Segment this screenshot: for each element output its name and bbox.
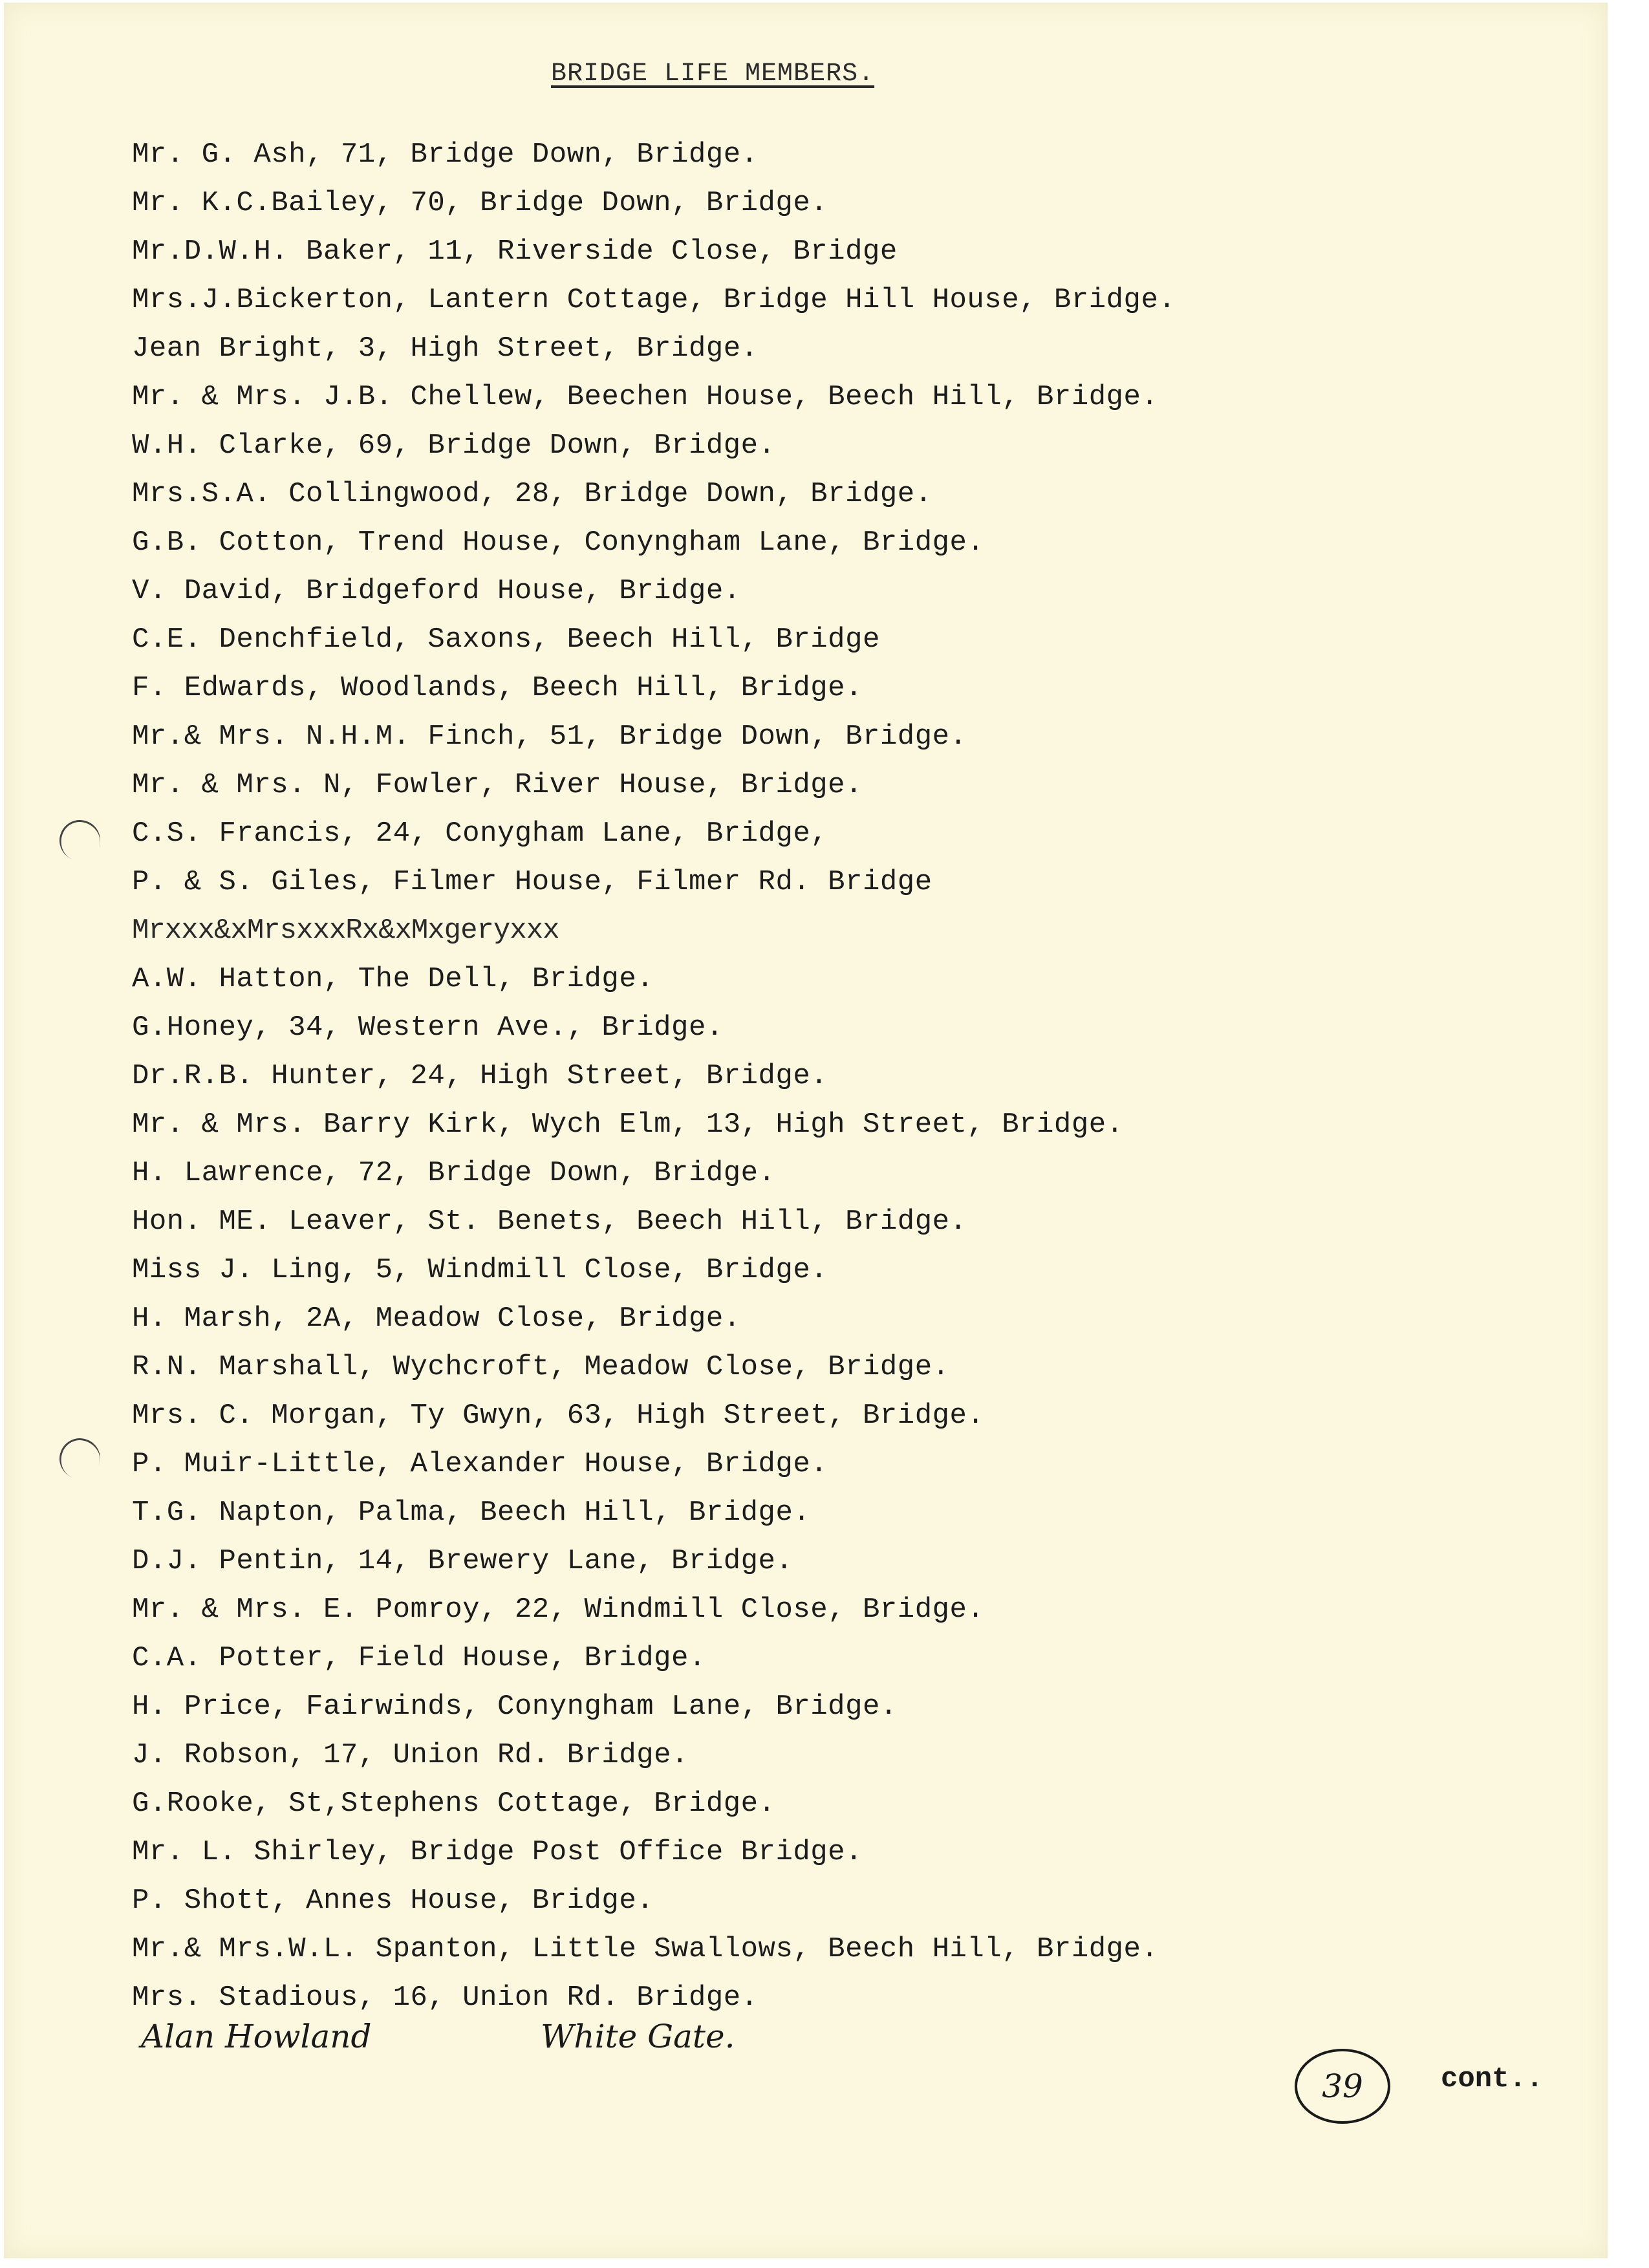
member-entry: C.E. Denchfield, Saxons, Beech Hill, Bridge — [132, 623, 880, 656]
member-entry: D.J. Pentin, 14, Brewery Lane, Bridge. — [132, 1545, 793, 1577]
member-entry: Mrs. C. Morgan, Ty Gwyn, 63, High Street, Bridge. — [132, 1399, 985, 1432]
member-entry: F. Edwards, Woodlands, Beech Hill, Bridge. — [132, 672, 863, 704]
member-entry: Mr. G. Ash, 71, Bridge Down, Bridge. — [132, 138, 759, 171]
member-entry: Mr.& Mrs. N.H.M. Finch, 51, Bridge Down, Bridge. — [132, 720, 967, 753]
punch-hole-mark-upper — [54, 814, 106, 867]
member-entry: Mrs.J.Bickerton, Lantern Cottage, Bridge Hill House, Bridge. — [132, 284, 1176, 316]
member-entry: Mr.D.W.H. Baker, 11, Riverside Close, Bridge — [132, 235, 898, 268]
handwritten-name: Alan Howland — [141, 2018, 372, 2055]
member-entry: R.N. Marshall, Wychcroft, Meadow Close, Bridge. — [132, 1351, 950, 1383]
member-entry: W.H. Clarke, 69, Bridge Down, Bridge. — [132, 429, 776, 462]
member-entry: Hon. ME. Leaver, St. Benets, Beech Hill, Bridge. — [132, 1205, 967, 1238]
member-entry: Mr. & Mrs. N, Fowler, River House, Bridge. — [132, 769, 863, 801]
member-entry: Mr. & Mrs. E. Pomroy, 22, Windmill Close, Bridge. — [132, 1593, 985, 1626]
member-entry: G.Honey, 34, Western Ave., Bridge. — [132, 1011, 724, 1044]
member-entry: Mr. & Mrs. J.B. Chellew, Beechen House, Beech Hill, Bridge. — [132, 381, 1159, 413]
member-list — [132, 131, 1425, 2022]
member-entry: H. Price, Fairwinds, Conyngham Lane, Bridge. — [132, 1690, 898, 1723]
member-entry: Miss J. Ling, 5, Windmill Close, Bridge. — [132, 1254, 828, 1286]
scan-margin — [1608, 0, 1649, 2268]
member-entry: Mr.& Mrs.W.L. Spanton, Little Swallows, Beech Hill, Bridge. — [132, 1933, 1159, 1965]
circled-page-number: 39 — [1295, 2049, 1390, 2124]
member-entry: P. Shott, Annes House, Bridge. — [132, 1885, 654, 1917]
member-entry: Mr. & Mrs. Barry Kirk, Wych Elm, 13, High Street, Bridge. — [132, 1108, 1124, 1141]
member-entry: C.A. Potter, Field House, Bridge. — [132, 1642, 706, 1674]
punch-hole-mark-lower — [54, 1432, 106, 1485]
continuation-note: cont.. — [1441, 2063, 1544, 2095]
member-entry: Mr. L. Shirley, Bridge Post Office Bridge. — [132, 1836, 863, 1868]
member-entry: Mrs.S.A. Collingwood, 28, Bridge Down, Bridge. — [132, 478, 932, 510]
member-entry: G.Rooke, St,Stephens Cottage, Bridge. — [132, 1787, 776, 1820]
member-entry: J. Robson, 17, Union Rd. Bridge. — [132, 1739, 689, 1771]
member-entry: P. & S. Giles, Filmer House, Filmer Rd. Bridge — [132, 866, 932, 898]
member-entry: G.B. Cotton, Trend House, Conyngham Lane, Bridge. — [132, 526, 985, 559]
member-entry: A.W. Hatton, The Dell, Bridge. — [132, 963, 654, 995]
member-entry: C.S. Francis, 24, Conygham Lane, Bridge, — [132, 817, 828, 850]
member-entry: Jean Bright, 3, High Street, Bridge. — [132, 332, 759, 365]
struck-out-entry: Mrxxx&xMrsxxxRx&xMxgeryxxx — [132, 914, 559, 947]
member-entry: P. Muir-Little, Alexander House, Bridge. — [132, 1448, 828, 1480]
member-entry: V. David, Bridgeford House, Bridge. — [132, 575, 741, 607]
document-page — [4, 3, 1608, 2258]
handwritten-address: White Gate. — [541, 2018, 735, 2055]
member-entry: Dr.R.B. Hunter, 24, High Street, Bridge. — [132, 1060, 828, 1092]
member-entry: T.G. Napton, Palma, Beech Hill, Bridge. — [132, 1496, 811, 1529]
document-title: BRIDGE LIFE MEMBERS. — [551, 59, 875, 89]
member-entry: Mr. K.C.Bailey, 70, Bridge Down, Bridge. — [132, 187, 828, 219]
member-entry: Mrs. Stadious, 16, Union Rd. Bridge. — [132, 1982, 759, 2014]
member-entry: H. Lawrence, 72, Bridge Down, Bridge. — [132, 1157, 776, 1189]
member-entry: H. Marsh, 2A, Meadow Close, Bridge. — [132, 1302, 741, 1335]
